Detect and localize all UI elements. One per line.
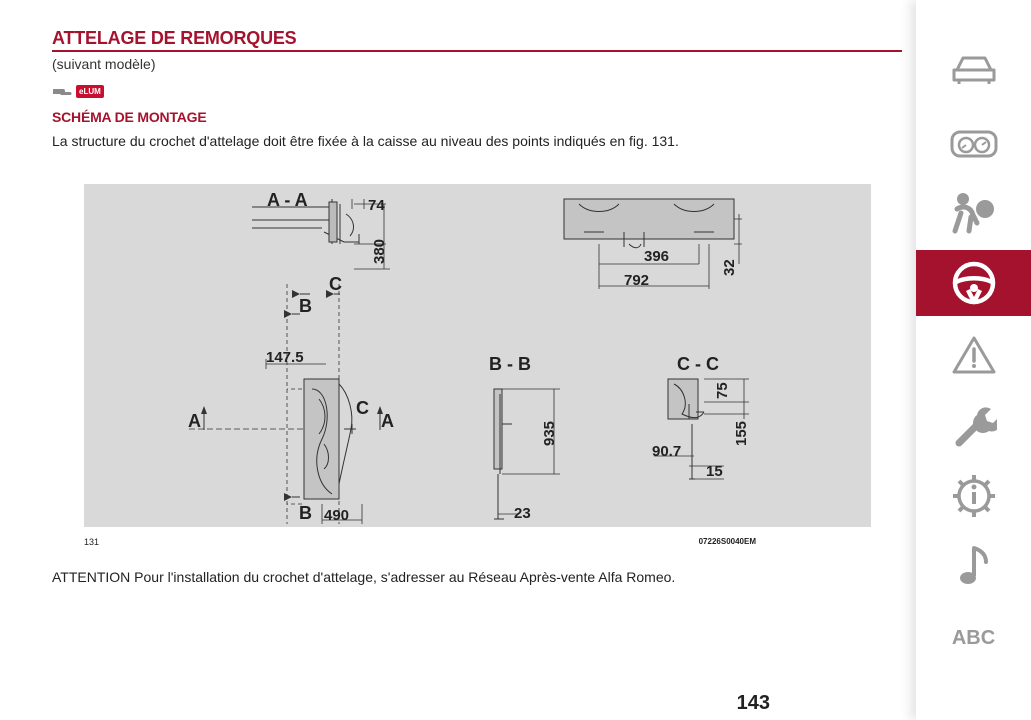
music-note-icon	[954, 544, 994, 588]
wrench-icon	[951, 403, 997, 449]
dim-74: 74	[368, 197, 385, 214]
dashboard-icon	[949, 129, 999, 159]
label-c-top: C	[329, 274, 342, 294]
label-section-aa: A - A	[267, 190, 308, 210]
dim-935: 935	[541, 420, 558, 446]
figure-code: 07226S0040EM	[698, 537, 756, 546]
subtitle: (suivant modèle)	[52, 56, 156, 72]
figure-number: 131	[84, 537, 100, 547]
label-section-bb: B - B	[489, 354, 531, 374]
warning-triangle-icon	[951, 335, 997, 375]
pointing-hand-icon	[52, 85, 72, 97]
body-paragraph: La structure du crochet d'attelage doit être fixée à la caisse au niveau des points indiqués en fig. 131.	[52, 133, 679, 149]
label-a-right: A	[381, 411, 394, 431]
steering-wheel-icon	[951, 260, 997, 306]
dim-15: 15	[706, 463, 723, 480]
sidebar-item-safety[interactable]	[916, 180, 1031, 246]
abc-index-icon: ABC	[951, 626, 996, 649]
sidebar-item-technical[interactable]	[916, 463, 1031, 529]
attention-note: ATTENTION Pour l'installation du crochet d'attelage, s'adresser au Réseau Après-vente Alfa Romeo.	[52, 569, 676, 585]
dim-75: 75	[714, 382, 731, 399]
mounting-diagram-svg	[84, 184, 871, 527]
label-c-mid: C	[356, 398, 369, 418]
dim-380: 380	[371, 238, 388, 264]
dim-32: 32	[721, 259, 738, 276]
dim-155: 155	[733, 420, 750, 446]
car-icon	[949, 50, 999, 86]
dim-396: 396	[644, 248, 670, 265]
page-number: 143	[736, 692, 770, 714]
sidebar-item-driving[interactable]	[916, 250, 1031, 316]
label-section-cc: C - C	[677, 354, 719, 374]
sidebar-item-maintenance[interactable]	[916, 393, 1031, 459]
sidebar-item-index[interactable]	[916, 605, 1031, 671]
label-a-left: A	[188, 411, 201, 431]
dim-792: 792	[624, 272, 650, 289]
sidebar-item-vehicle[interactable]	[916, 35, 1031, 101]
mounting-diagram	[84, 184, 871, 527]
dim-490: 490	[324, 507, 350, 524]
airbag-safety-icon	[949, 191, 999, 235]
dim-147-5: 147.5	[266, 349, 304, 366]
label-b-top: B	[299, 296, 312, 316]
sidebar-item-dashboard[interactable]	[916, 111, 1031, 177]
sidebar-item-multimedia[interactable]	[916, 533, 1031, 599]
info-gear-icon	[951, 473, 997, 519]
page-title: ATTELAGE DE REMORQUES	[52, 28, 902, 52]
dim-23: 23	[514, 505, 531, 522]
chapter-sidebar	[916, 0, 1031, 720]
dim-90-7: 90.7	[652, 443, 682, 460]
elum-badge: eLUM	[76, 85, 104, 98]
section-title: SCHÉMA DE MONTAGE	[52, 109, 207, 125]
sidebar-item-emergency[interactable]	[916, 322, 1031, 388]
label-b-bottom: B	[299, 503, 312, 523]
model-indicator	[52, 83, 104, 99]
